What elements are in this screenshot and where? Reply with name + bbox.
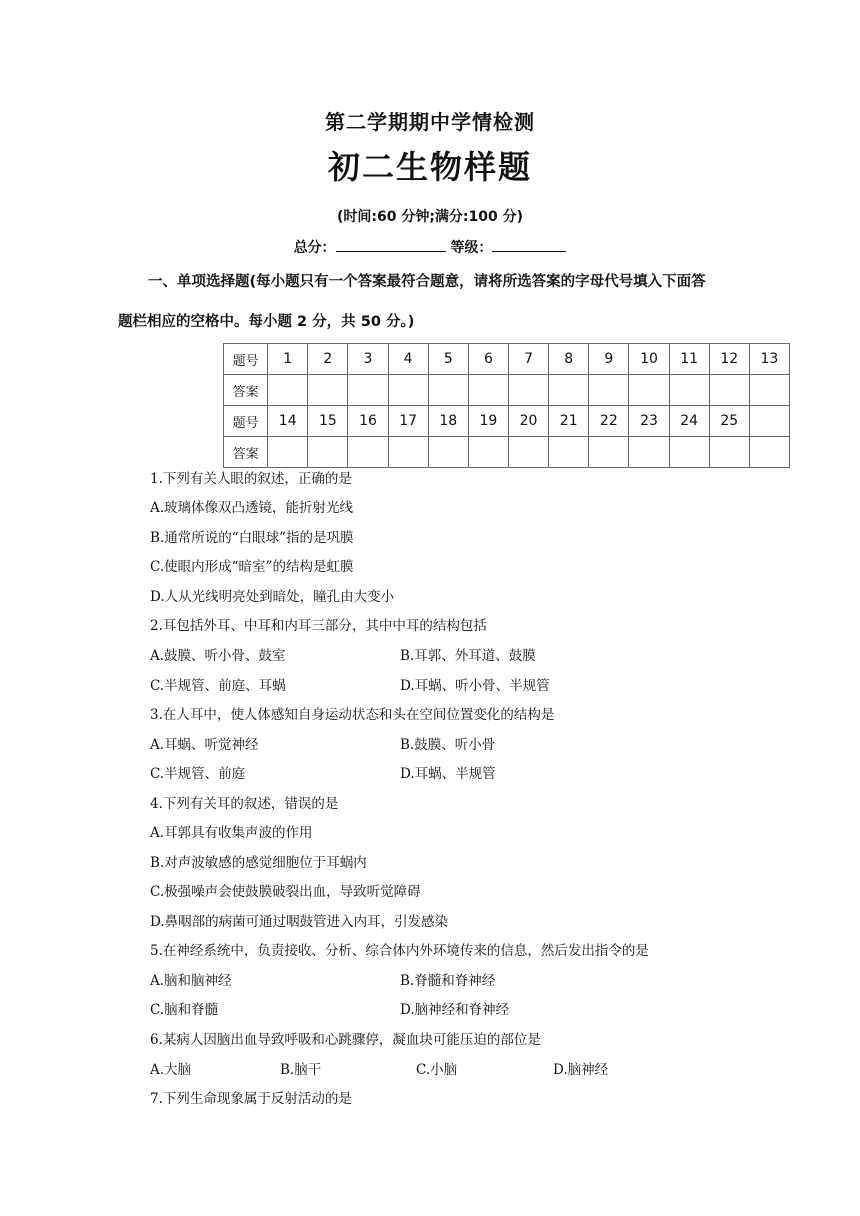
question-number: 4	[388, 344, 428, 375]
answer-cell[interactable]	[308, 437, 348, 468]
answer-cell[interactable]	[468, 375, 508, 406]
question-number: 12	[709, 344, 749, 375]
answer-cell[interactable]	[549, 437, 589, 468]
row-label: 答案	[224, 375, 268, 406]
section-heading-line1: 一、单项选择题(每小题只有一个答案最符合题意，请将所选答案的字母代号填入下面答	[148, 274, 706, 290]
question-number: 3	[348, 344, 388, 375]
option-d: D.鼻咽部的病菌可通过咽鼓管进入内耳，引发感染	[150, 914, 449, 930]
answer-cell[interactable]	[308, 375, 348, 406]
option-b: B.耳郭、外耳道、鼓膜	[400, 648, 536, 664]
question-stem: 5.在神经系统中，负责接收、分析、综合体内外环境传来的信息，然后发出指令的是	[150, 943, 649, 959]
question-number	[749, 406, 789, 437]
answer-cell[interactable]	[348, 375, 388, 406]
question-number: 20	[508, 406, 548, 437]
question-number: 11	[669, 344, 709, 375]
option-d: D.脑神经	[553, 1062, 609, 1078]
section-heading-line2: 题栏相应的空格中。每小题 2 分，共 50 分。)	[118, 314, 415, 330]
question-number: 8	[549, 344, 589, 375]
question-number: 6	[468, 344, 508, 375]
grade-label: 等级：	[450, 240, 493, 256]
option-a: A.耳郭具有收集声波的作用	[150, 825, 313, 841]
answer-cell[interactable]	[388, 375, 428, 406]
option-d: D.耳蜗、听小骨、半规管	[400, 678, 550, 694]
answer-cell[interactable]	[629, 375, 669, 406]
option-d: D.人从光线明亮处到暗处，瞳孔由大变小	[150, 589, 395, 605]
answer-cell[interactable]	[629, 437, 669, 468]
question-number: 10	[629, 344, 669, 375]
answer-cell[interactable]	[468, 437, 508, 468]
answer-cell[interactable]	[749, 437, 789, 468]
answer-cell[interactable]	[669, 375, 709, 406]
grade-blank	[492, 237, 566, 252]
question-stem: 3.在人耳中，使人体感知自身运动状态和头在空间位置变化的结构是	[150, 707, 555, 723]
option-c: C.极强噪声会使鼓膜破裂出血，导致听觉障碍	[150, 884, 421, 900]
question-stem: 2.耳包括外耳、中耳和内耳三部分，其中中耳的结构包括	[150, 618, 487, 634]
option-b: B.对声波敏感的感觉细胞位于耳蜗内	[150, 855, 367, 871]
answer-cell[interactable]	[589, 375, 629, 406]
option-c: C.使眼内形成“暗室”的结构是虹膜	[150, 559, 354, 575]
total-blank	[336, 237, 446, 252]
option-b: B.鼓膜、听小骨	[400, 737, 496, 753]
question-number: 13	[749, 344, 789, 375]
answer-cell[interactable]	[268, 437, 308, 468]
answer-cell[interactable]	[669, 437, 709, 468]
answer-cell[interactable]	[508, 437, 548, 468]
option-b: B.脑干	[280, 1062, 322, 1078]
question-number: 14	[268, 406, 308, 437]
question-number: 16	[348, 406, 388, 437]
question-number: 23	[629, 406, 669, 437]
question-stem: 6.某病人因脑出血导致呼吸和心跳骤停，凝血块可能压迫的部位是	[150, 1032, 541, 1048]
question-number: 5	[428, 344, 468, 375]
question-stem: 1.下列有关人眼的叙述，正确的是	[150, 471, 352, 487]
answer-cell[interactable]	[589, 437, 629, 468]
question-number: 7	[508, 344, 548, 375]
answer-cell[interactable]	[749, 375, 789, 406]
answer-cell[interactable]	[709, 437, 749, 468]
option-a: A.耳蜗、听觉神经	[150, 737, 259, 753]
answer-cell[interactable]	[709, 375, 749, 406]
question-number: 25	[709, 406, 749, 437]
option-a: A.大脑	[150, 1062, 192, 1078]
answer-table	[223, 343, 790, 468]
question-number: 1	[268, 344, 308, 375]
question-number: 24	[669, 406, 709, 437]
option-b: B.通常所说的“白眼球”指的是巩膜	[150, 530, 354, 546]
option-a: A.脑和脑神经	[150, 973, 232, 989]
option-d: D.耳蜗、半规管	[400, 766, 496, 782]
question-number: 19	[468, 406, 508, 437]
exam-meta: (时间:60 分钟;满分:100 分)	[336, 209, 524, 225]
table-row	[224, 406, 790, 437]
exam-subtitle: 第二学期期中学情检测	[325, 110, 535, 134]
question-number: 21	[549, 406, 589, 437]
answer-cell[interactable]	[549, 375, 589, 406]
table-row	[224, 375, 790, 406]
row-label: 题号	[224, 344, 268, 375]
question-number: 18	[428, 406, 468, 437]
option-a: A.鼓膜、听小骨、鼓室	[150, 648, 286, 664]
option-c: C.脑和脊髓	[150, 1002, 219, 1018]
option-b: B.脊髓和脊神经	[400, 973, 496, 989]
answer-cell[interactable]	[428, 375, 468, 406]
question-number: 22	[589, 406, 629, 437]
question-number: 15	[308, 406, 348, 437]
answer-cell[interactable]	[508, 375, 548, 406]
option-c: C.半规管、前庭、耳蜗	[150, 678, 286, 694]
option-c: C.半规管、前庭	[150, 766, 246, 782]
answer-cell[interactable]	[268, 375, 308, 406]
question-number: 17	[388, 406, 428, 437]
question-number: 2	[308, 344, 348, 375]
option-d: D.脑神经和脊神经	[400, 1002, 510, 1018]
table-row	[224, 344, 790, 375]
exam-title: 初二生物样题	[327, 148, 532, 186]
answer-cell[interactable]	[348, 437, 388, 468]
row-label: 答案	[224, 437, 268, 468]
option-c: C.小脑	[416, 1062, 458, 1078]
question-stem: 7.下列生命现象属于反射活动的是	[150, 1091, 352, 1107]
score-line	[0, 237, 860, 257]
question-stem: 4.下列有关耳的叙述，错误的是	[150, 796, 339, 812]
answer-cell[interactable]	[428, 437, 468, 468]
row-label: 题号	[224, 406, 268, 437]
question-number: 9	[589, 344, 629, 375]
answer-cell[interactable]	[388, 437, 428, 468]
total-label: 总分：	[293, 240, 336, 256]
table-row	[224, 437, 790, 468]
option-a: A.玻璃体像双凸透镜，能折射光线	[150, 500, 354, 516]
